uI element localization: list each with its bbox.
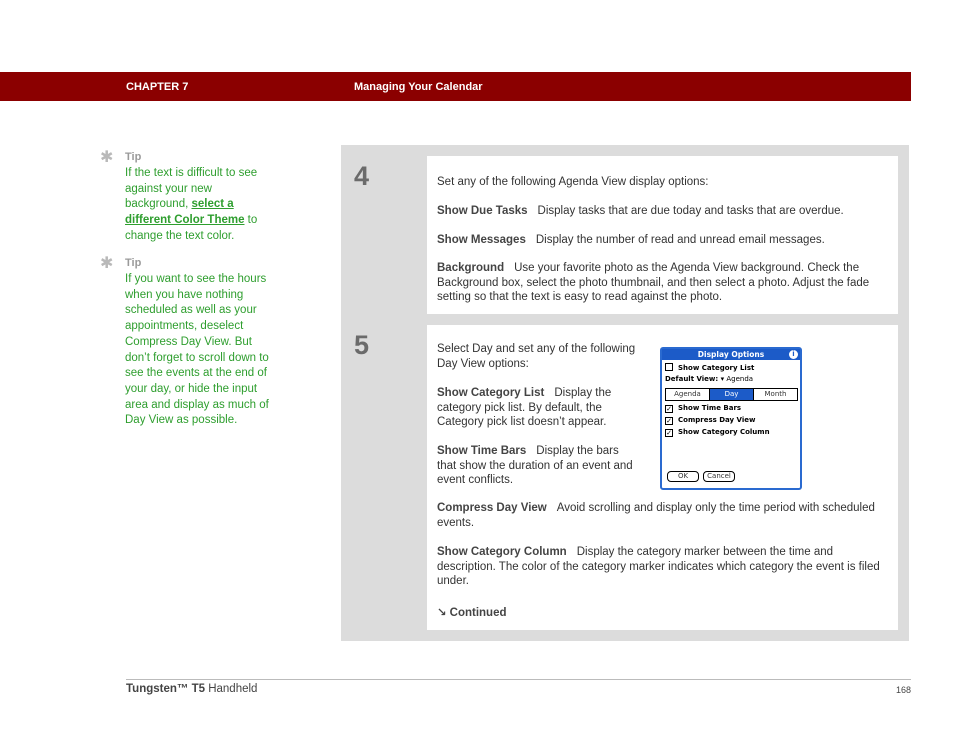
compress-day-view-checkbox: ✓ Compress Day View [666, 416, 756, 425]
option-compress-day-view: Compress Day View Avoid scrolling and display only the time period with scheduled events. [437, 502, 875, 529]
continued-indicator: ↘ Continued [437, 607, 507, 619]
checkbox-checked-icon: ✓ [666, 417, 672, 425]
show-category-column-checkbox: ✓ Show Category Column [666, 428, 770, 437]
dialog-title-bar: Display Options i [662, 349, 800, 360]
show-category-list-checkbox: Show Category List [665, 363, 754, 372]
tab-agenda: Agenda [666, 389, 710, 400]
view-tabs [665, 388, 798, 401]
option-show-time-bars: Show Time Bars Display the bars that show the duration of an event and event conflicts. [437, 445, 633, 487]
option-show-due-tasks: Show Due Tasks Display tasks that are due today and tasks that are overdue. [437, 205, 844, 217]
chapter-label: CHAPTER 7 [126, 81, 189, 93]
asterisk-icon: ✱ [100, 149, 114, 166]
footer-product: Tungsten™ T5 Handheld [126, 683, 258, 695]
chapter-title: Managing Your Calendar [354, 81, 483, 93]
asterisk-icon: ✱ [100, 255, 114, 272]
checkbox-unchecked-icon [665, 363, 673, 371]
steps-container [341, 145, 909, 641]
option-background: Background Use your favorite photo as the Agenda View background. Check the Background box, select the photo thumbnail, and then select a photo. Adjust the fade setting so that the text is easy to read against the photo. [437, 262, 870, 304]
info-icon: i [789, 350, 798, 359]
default-view-row: Default View: ▾ Agenda [665, 375, 754, 383]
cancel-button: Cancel [703, 471, 735, 482]
step-5-panel [427, 325, 898, 630]
tip-compress-day-view [100, 256, 275, 446]
step-number: 4 [354, 161, 370, 191]
option-show-category-column: Show Category Column Display the category marker between the time and description. The color of the category marker indicates which category the event is filed under. [437, 546, 880, 588]
color-theme-link[interactable]: select a different Color Theme [125, 198, 245, 227]
ok-button: OK [667, 471, 699, 482]
step-intro: Select Day and set any of the following Day View options: [437, 343, 636, 370]
option-show-messages: Show Messages Display the number of read and unread email messages. [437, 234, 825, 246]
tab-month: Month [764, 390, 787, 398]
option-show-category-list: Show Category List Display the category pick list. By default, the Category pick list doesn’t appear. [437, 387, 612, 429]
chapter-header-bar [0, 72, 911, 101]
tip-body: If you want to see the hours when you have nothing scheduled as well as your appointments, deselect Compress Day View. But don’t forget to scroll down to see the events at the end of your day, or hide the input area and display as much of Day View as possible. [125, 273, 269, 427]
display-options-screenshot [660, 347, 802, 490]
step-number: 5 [354, 330, 370, 360]
tip-color-theme [100, 150, 275, 245]
arrow-down-right-icon: ↘ [437, 607, 447, 619]
show-time-bars-checkbox: ✓ Show Time Bars [666, 404, 742, 413]
tip-label: Tip [125, 151, 142, 163]
step-intro: Set any of the following Agenda View display options: [437, 176, 709, 188]
checkbox-checked-icon: ✓ [666, 405, 672, 413]
footer-divider [126, 679, 911, 680]
step-4-panel [427, 156, 898, 314]
checkbox-checked-icon: ✓ [666, 429, 672, 437]
page-number: 168 [895, 685, 911, 695]
tab-day: Day [710, 389, 754, 400]
tip-body: If the text is difficult to see against your new background, select a different Color Theme to change the text color. [125, 167, 258, 242]
tip-label: Tip [125, 257, 142, 269]
